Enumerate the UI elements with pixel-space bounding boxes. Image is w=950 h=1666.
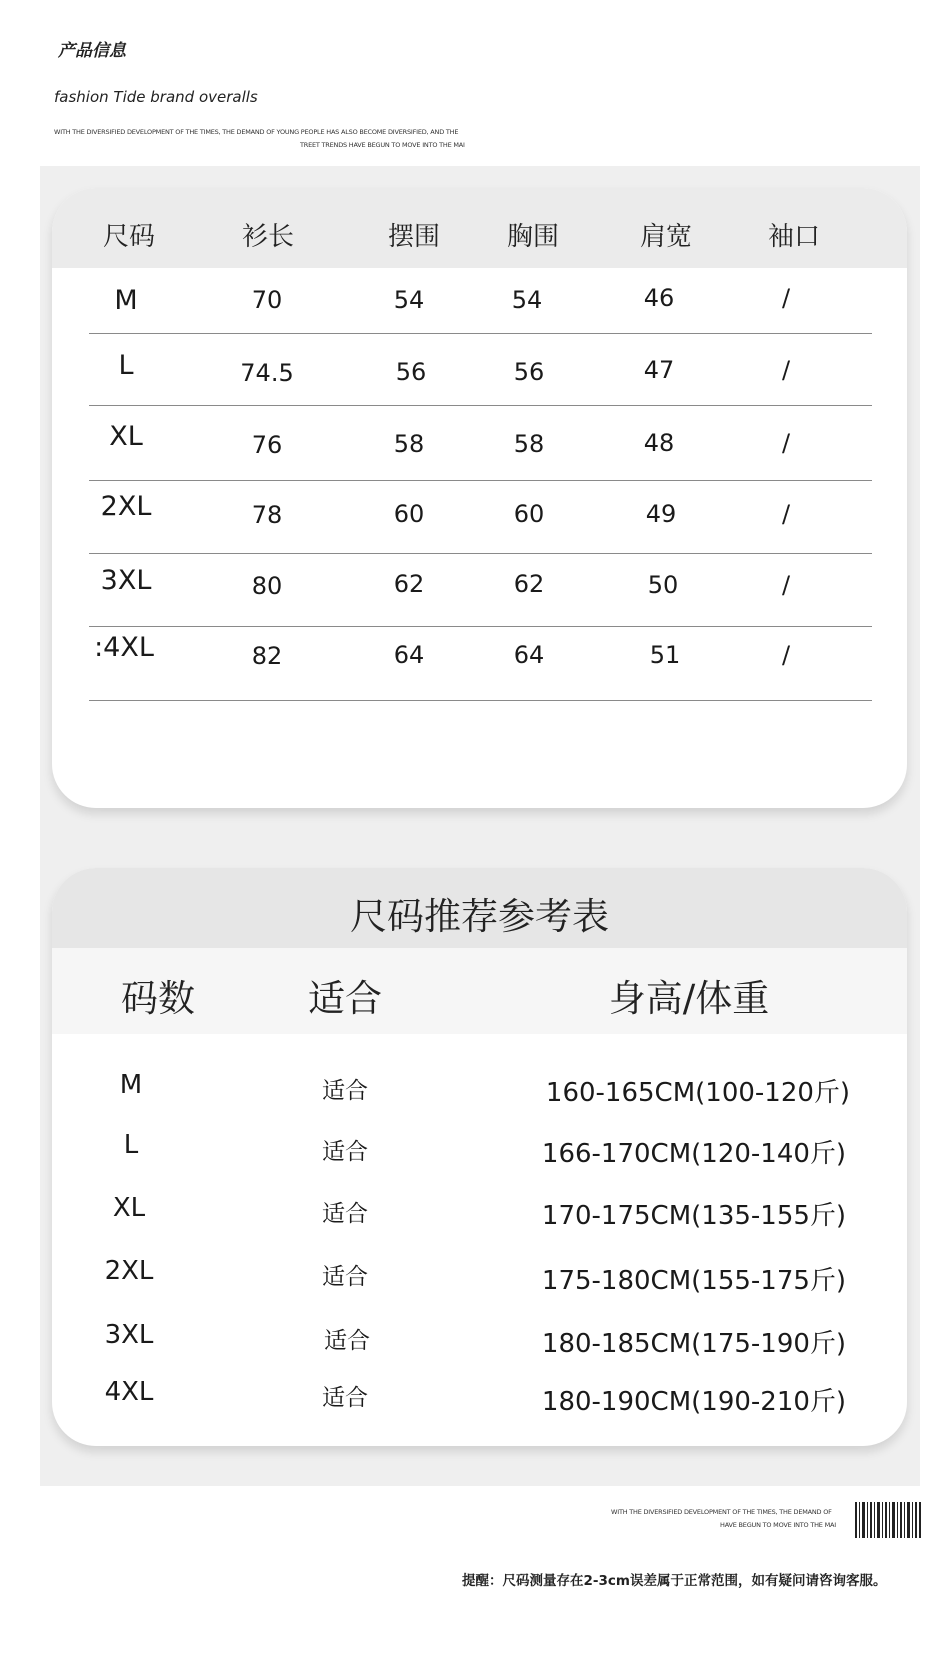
table-cell: 49 — [645, 500, 677, 528]
table-cell: L — [123, 1130, 139, 1160]
table-cell: 166-170CM(120-140斤) — [541, 1139, 847, 1169]
table-cell: 54 — [511, 286, 543, 314]
col-header-shoulder: 肩宽 — [639, 222, 693, 252]
table-cell: 适合 — [322, 1385, 368, 1411]
table-cell: / — [781, 641, 791, 669]
col-header-chest: 胸围 — [506, 222, 560, 252]
footer-fine-print-2: HAVE BEGUN TO MOVE INTO THE MAI — [720, 1521, 836, 1529]
header-fine-print-1: WITH THE DIVERSIFIED DEVELOPMENT OF THE TIMES, THE DEMAND OF YOUNG PEOPLE HAS ALSO BECOME DIVERSIFIED, AND THE — [54, 128, 459, 136]
col-header-length: 衫长 — [241, 222, 295, 252]
table-cell: M — [119, 1070, 143, 1100]
size-recommend-card — [52, 868, 907, 1446]
table-cell: 76 — [251, 431, 283, 459]
table-cell: / — [781, 500, 791, 528]
table-cell: 适合 — [322, 1201, 368, 1227]
table-cell: 适合 — [322, 1139, 368, 1165]
table-cell: 适合 — [322, 1264, 368, 1290]
col-header-hem: 摆围 — [387, 222, 441, 252]
table-cell: 适合 — [322, 1078, 368, 1104]
table-cell: 60 — [513, 500, 545, 528]
table-cell: 56 — [395, 358, 427, 386]
col-header-height-weight: 身高/体重 — [608, 977, 770, 1020]
col-header-fit: 适合 — [308, 977, 382, 1020]
table-cell: 50 — [647, 571, 679, 599]
table-cell: 78 — [251, 501, 283, 529]
table-cell: 80 — [251, 572, 283, 600]
table-cell: / — [781, 356, 791, 384]
table-cell: 58 — [393, 430, 425, 458]
size-chart-card — [52, 188, 907, 808]
table-cell: / — [781, 284, 791, 312]
barcode-icon — [855, 1502, 921, 1538]
table-cell: 46 — [643, 284, 675, 312]
row-divider — [89, 700, 872, 701]
table-cell: 180-190CM(190-210斤) — [541, 1387, 847, 1417]
table-cell: XL — [109, 421, 143, 452]
table-cell: M — [114, 285, 138, 316]
table-cell: 160-165CM(100-120斤) — [545, 1078, 851, 1108]
table-cell: XL — [112, 1193, 146, 1223]
table-cell: 70 — [251, 286, 283, 314]
table-cell: 56 — [513, 358, 545, 386]
col-header-code: 码数 — [121, 977, 195, 1020]
table-cell: 3XL — [104, 1320, 154, 1350]
row-divider — [89, 405, 872, 406]
col-header-cuff: 袖口 — [767, 222, 821, 252]
header-fine-print-2: TREET TRENDS HAVE BEGUN TO MOVE INTO THE MAI — [300, 141, 465, 149]
table-cell: 180-185CM(175-190斤) — [541, 1329, 847, 1359]
table-cell: 58 — [513, 430, 545, 458]
table-cell: 170-175CM(135-155斤) — [541, 1201, 847, 1231]
col-header-size: 尺码 — [102, 222, 156, 252]
table-cell: 64 — [393, 641, 425, 669]
table-cell: 62 — [513, 570, 545, 598]
footer-note: 提醒：尺码测量存在2-3cm误差属于正常范围，如有疑问请咨询客服。 — [462, 1573, 887, 1589]
table-cell: 54 — [393, 286, 425, 314]
page-subtitle: fashion Tide brand overalls — [54, 88, 258, 106]
table-cell: / — [781, 429, 791, 457]
table-cell: / — [781, 571, 791, 599]
table-cell: :4XL — [94, 632, 154, 663]
table-cell: 3XL — [100, 565, 152, 596]
row-divider — [89, 626, 872, 627]
table-cell: 47 — [643, 356, 675, 384]
table-cell: 2XL — [104, 1256, 154, 1286]
row-divider — [89, 553, 872, 554]
table-cell: 60 — [393, 500, 425, 528]
recommend-title: 尺码推荐参考表 — [350, 895, 609, 938]
table-cell: 51 — [649, 641, 681, 669]
table-cell: 4XL — [104, 1377, 154, 1407]
table-cell: 62 — [393, 570, 425, 598]
table-cell: L — [118, 350, 134, 381]
table-cell: 82 — [251, 642, 283, 670]
row-divider — [89, 333, 872, 334]
footer-fine-print-1: WITH THE DIVERSIFIED DEVELOPMENT OF THE TIMES, THE DEMAND OF — [611, 1508, 832, 1516]
row-divider — [89, 480, 872, 481]
table-cell: 适合 — [324, 1328, 370, 1354]
table-cell: 64 — [513, 641, 545, 669]
table-cell: 175-180CM(155-175斤) — [541, 1266, 847, 1296]
table-cell: 74.5 — [240, 359, 294, 387]
table-cell: 2XL — [100, 491, 152, 522]
page-title: 产品信息 — [58, 41, 126, 61]
table-cell: 48 — [643, 429, 675, 457]
